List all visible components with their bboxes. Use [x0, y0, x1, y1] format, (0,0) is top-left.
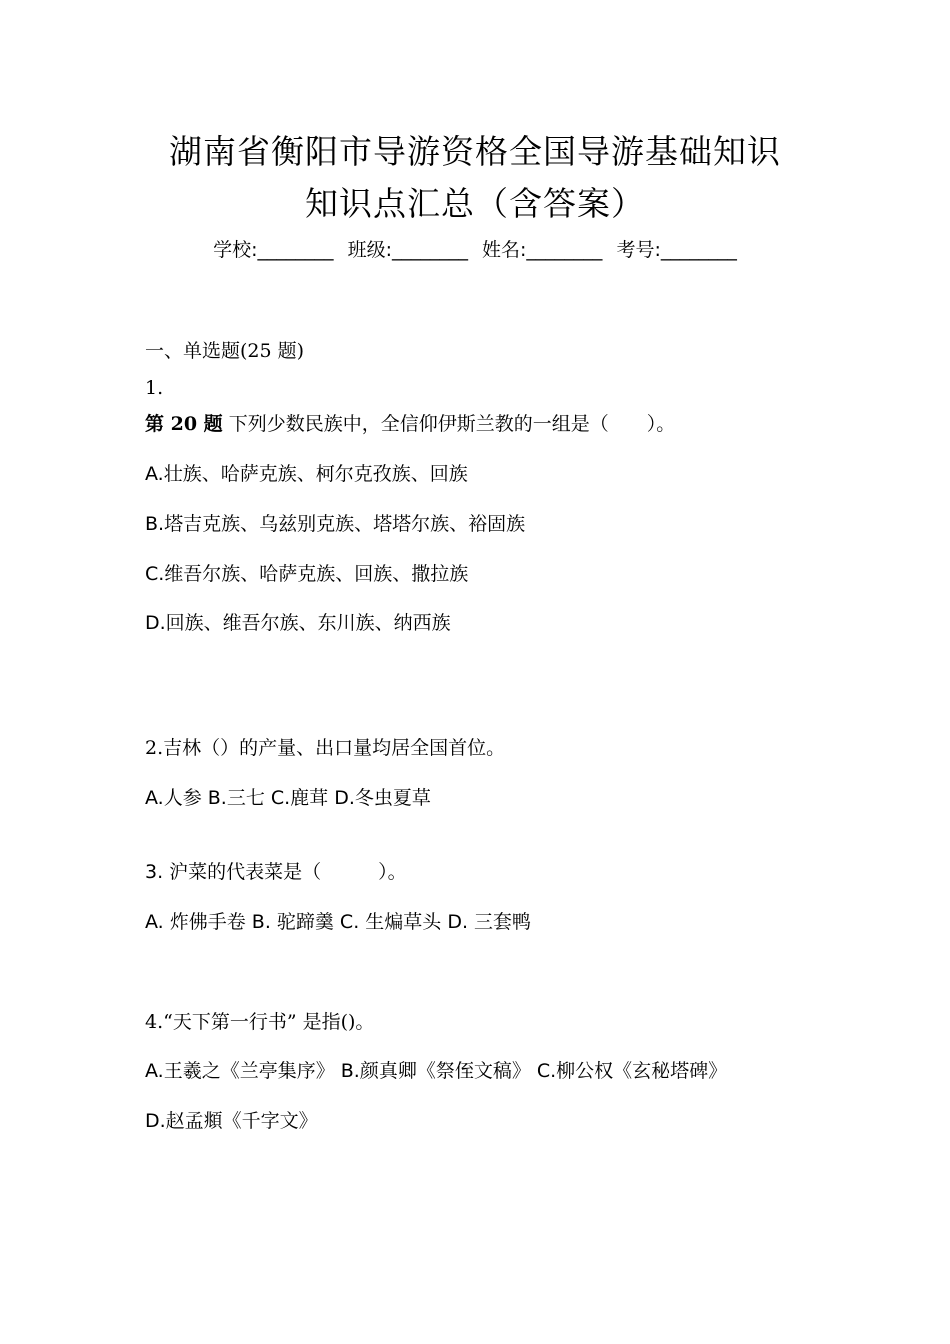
document-title-line-2: 知识点汇总（含答案）	[305, 184, 645, 223]
student-info-line	[0, 236, 950, 264]
question-1-option-c: C.维吾尔族、哈萨克族、回族、撒拉族	[145, 563, 469, 585]
question-1-option-b: B.塔吉克族、乌兹别克族、塔塔尔族、裕固族	[145, 513, 526, 535]
question-3-options: A. 炸佛手卷 B. 驼蹄羹 C. 生煸草头 D. 三套鸭	[145, 911, 532, 933]
exam-number-field: 考号:________	[616, 239, 737, 261]
question-1-option-d: D.回族、维吾尔族、东川族、纳西族	[145, 612, 451, 634]
question-1-stem	[145, 410, 845, 438]
question-3-stem: 3. 沪菜的代表菜是（ ）。	[145, 861, 407, 883]
question-1-number: 1.	[145, 377, 164, 399]
section-heading: 一、单选题(25 题)	[145, 340, 305, 362]
school-field: 学校:________	[213, 239, 334, 261]
question-2-options: A.人参 B.三七 C.鹿茸 D.冬虫夏草	[145, 787, 431, 809]
question-2-stem: 2.吉林（）的产量、出口量均居全国首位。	[145, 737, 506, 759]
question-4-stem: 4.“天下第一行书” 是指()。	[145, 1011, 375, 1033]
question-1-option-a: A.壮族、哈萨克族、柯尔克孜族、回族	[145, 463, 468, 485]
question-4-options-line-2: D.赵孟頫《千字文》	[145, 1110, 318, 1132]
question-1-text: 下列少数民族中，全信仰伊斯兰教的一组是（ ）。	[222, 413, 676, 435]
class-field: 班级:________	[347, 239, 468, 261]
document-title-line-1: 湖南省衡阳市导游资格全国导游基础知识	[169, 132, 781, 171]
question-1-tag: 第 20 题	[145, 413, 223, 435]
question-4-options-line-1: A.王羲之《兰亭集序》 B.颜真卿《祭侄文稿》 C.柳公权《玄秘塔碑》	[145, 1060, 728, 1082]
name-field: 姓名:________	[482, 239, 603, 261]
